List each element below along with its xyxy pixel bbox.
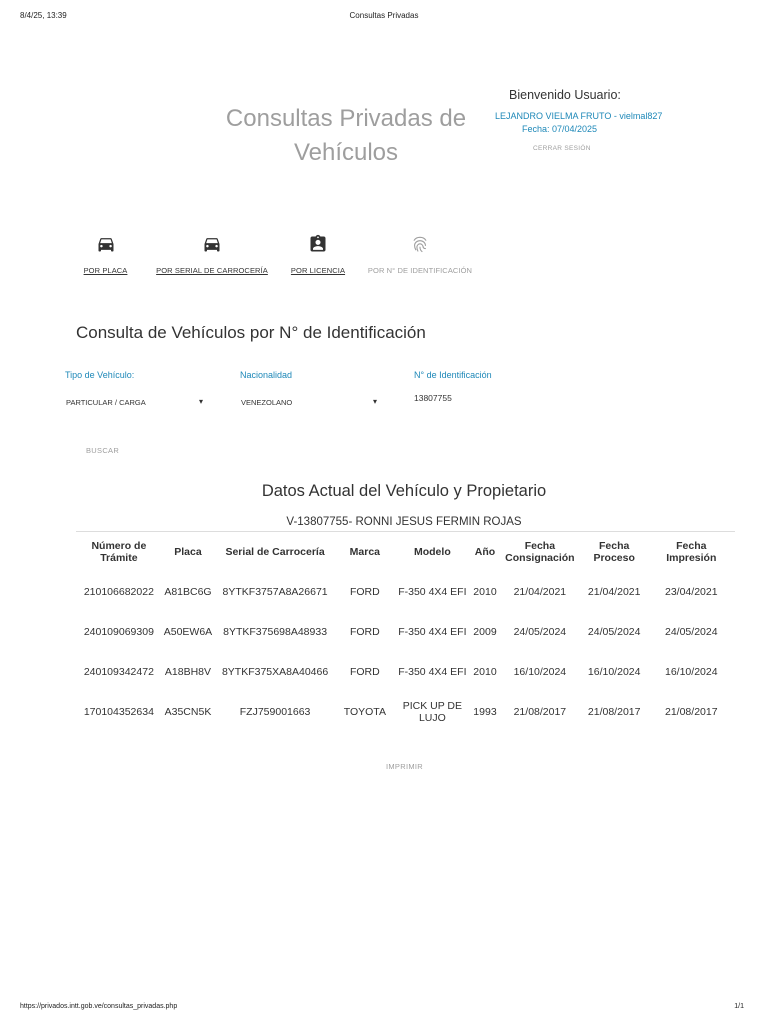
form-title: Consulta de Vehículos por N° de Identificación [76,323,426,342]
table-cell: FZJ759001663 [239,705,311,718]
table-row [76,612,735,652]
user-name: LEJANDRO VIELMA FRUTO - vielmal827 [495,111,663,121]
table-cell: 21/04/2021 [587,585,641,598]
fingerprint-icon [410,234,430,254]
column-header: Año [474,545,496,558]
table-cell: 16/10/2024 [587,665,641,678]
table-cell: 2009 [473,625,497,638]
column-header: Serial de Carrocería [225,545,325,558]
tipo-vehiculo-select[interactable]: PARTICULAR / CARGA [66,398,146,407]
page-title: Consultas Privadas de Vehículos [225,105,467,166]
nacionalidad-label: Nacionalidad [240,370,293,380]
vehicle-table [76,531,735,732]
car-icon [202,234,222,254]
table-cell: F-350 4X4 EFI [398,665,467,678]
nacionalidad-select[interactable]: VENEZOLANO [241,398,293,407]
table-cell: 210106682022 [83,585,154,598]
table-cell: 16/10/2024 [513,665,567,678]
table-cell: F-350 4X4 EFI [398,585,467,598]
table-cell: 8YTKF3757A8A26671 [222,585,328,598]
search-button[interactable]: BUSCAR [86,446,120,455]
column-header: Modelo [413,545,451,558]
identificacion-label: N° de Identificación [414,370,492,380]
table-cell: 16/10/2024 [665,665,718,678]
page-count: 1/1 [734,1003,744,1010]
tab-por-placa[interactable] [78,234,133,278]
table-cell: FORD [349,585,380,598]
table-cell: 8YTKF375XA8A40466 [221,665,329,678]
table-row [76,692,735,732]
table-cell: 240109069309 [83,625,154,638]
table-cell: 24/05/2024 [587,625,641,638]
table-cell: 1993 [473,705,497,718]
table-cell: 170104352634 [83,705,154,718]
table-cell: 21/04/2021 [513,585,567,598]
column-header: Número de Trámite [91,539,147,564]
table-cell: A81BC6G [164,585,212,598]
column-header: Fecha Proceso [593,539,635,564]
table-cell: 240109342472 [83,665,154,678]
table-cell: 2010 [473,665,497,678]
table-row [76,652,735,692]
print-button[interactable]: IMPRIMIR [386,762,423,771]
table-cell: 2010 [473,585,497,598]
table-row [76,572,735,612]
table-cell: FORD [349,625,380,638]
print-header [0,11,768,23]
table-cell: A35CN5K [164,705,212,718]
tipo-vehiculo-label: Tipo de Vehículo: [65,370,135,380]
tab-label: POR PLACA [83,266,128,275]
table-cell: 23/04/2021 [665,585,718,598]
print-date: 8/4/25, 13:39 [20,11,67,20]
logout-button[interactable]: CERRAR SESIÓN [533,145,591,152]
print-url: https://privados.intt.gob.ve/consultas_privadas.php [20,1003,178,1010]
table-cell: FORD [349,665,380,678]
column-header: Marca [349,545,381,558]
car-icon [96,234,116,254]
tab-label: POR SERIAL DE CARROCERÍA [156,266,268,275]
table-cell: A50EW6A [163,625,213,638]
table-header-row [76,532,735,572]
identificacion-input[interactable]: 13807755 [414,393,452,403]
table-cell: PICK UP DE LUJO [402,699,463,724]
owner-name: V-13807755- RONNI JESUS FERMIN ROJAS [286,516,522,528]
welcome-text: Bienvenido Usuario: [509,88,621,102]
table-cell: 24/05/2024 [665,625,718,638]
column-header: Placa [174,545,202,558]
table-cell: A18BH8V [164,665,212,678]
tab-por-serial-carroceria[interactable] [155,234,269,278]
table-cell: 8YTKF375698A48933 [223,625,328,638]
table-cell: 21/08/2017 [513,705,567,718]
print-title: Consultas Privadas [349,11,419,20]
chevron-down-icon[interactable]: ▾ [373,397,378,406]
table-cell: 24/05/2024 [513,625,567,638]
table-cell: 21/08/2017 [587,705,641,718]
table-cell: 21/08/2017 [665,705,718,718]
results-title: Datos Actual del Vehículo y Propietario [261,482,547,500]
tab-por-licencia[interactable] [288,234,348,278]
session-date: Fecha: 07/04/2025 [522,124,598,134]
tab-por-identificacion[interactable] [366,234,474,278]
table-cell: TOYOTA [343,705,386,718]
tab-label: POR N° DE IDENTIFICACIÓN [367,266,473,275]
column-header: Fecha Impresión [666,539,717,564]
chevron-down-icon[interactable]: ▾ [199,397,204,406]
table-cell: F-350 4X4 EFI [398,625,467,638]
column-header: Fecha Consignación [505,539,575,564]
id-badge-icon [308,234,328,254]
tab-label: POR LICENCIA [290,266,346,275]
